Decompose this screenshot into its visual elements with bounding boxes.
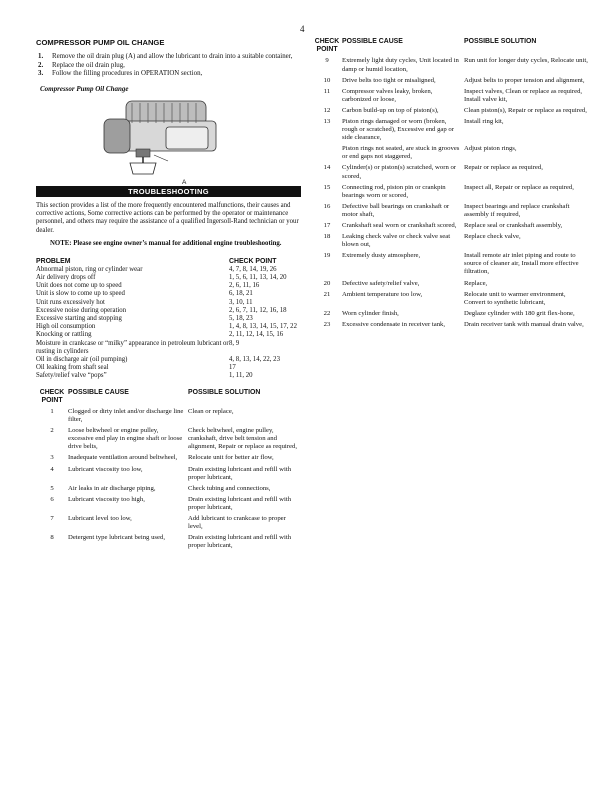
checkpoint-number: 23 — [323, 320, 331, 328]
checkpoint-number: 16 — [323, 202, 331, 210]
checkpoint-number: 2 — [50, 427, 54, 435]
checkpoint-number: 3 — [50, 454, 54, 462]
checkpoint-number: 5 — [50, 484, 54, 492]
possible-solution: Drain existing lubricant and refill with proper lubricant, — [188, 465, 292, 481]
figure-label-a: A — [182, 179, 187, 186]
problem-row — [36, 340, 301, 356]
problem-checkpoints: 4, 7, 8, 14, 19, 26 — [229, 265, 277, 273]
cause-row — [312, 310, 592, 318]
possible-solution: Inspect all, Repair or replace as required, — [464, 183, 574, 191]
cause-table-left-body — [36, 408, 301, 550]
checkpoint-number: 20 — [323, 279, 331, 287]
possible-cause: Lubricant level too low, — [68, 515, 132, 523]
problem-table-body — [36, 266, 301, 381]
cause-table-right-body — [312, 57, 592, 329]
possible-solution: Check beltwheel, engine pulley, crankshaft, drive belt tension and alignment, Repair or replace as required, — [188, 427, 297, 451]
oil-change-steps — [36, 53, 301, 79]
solution-header: POSSIBLE SOLUTION — [464, 38, 537, 45]
cause-row — [312, 321, 592, 329]
figure-caption: Compressor Pump Oil Change — [40, 84, 129, 93]
checkpoint-number: 17 — [323, 222, 331, 229]
problem-row — [36, 299, 301, 307]
checkpoint-number: 13 — [323, 117, 331, 125]
cause-header: POSSIBLE CAUSE — [68, 388, 129, 396]
problem-checkpoints: 2, 6, 7, 11, 12, 16, 18 — [229, 306, 287, 314]
left-column — [36, 38, 301, 550]
cause-row — [312, 291, 592, 307]
page-number: 4 — [300, 24, 305, 34]
checkpoint-number: 22 — [323, 309, 331, 317]
possible-solution: Add lubricant to crankcase to proper level, — [188, 515, 286, 531]
checkpoint-number: 7 — [50, 515, 54, 523]
troubleshooting-intro: This section provides a list of the more frequently encountered malfunctions, their causes and corrective actions, Some corrective actions can be performed by the operator or maintenance personnel, and others may require the assistance of a qualified Ingersoll-Rand technician or your dealer. — [36, 201, 299, 234]
possible-solution: Drain existing lubricant and refill with proper lubricant, — [188, 495, 292, 511]
problem-column-header: PROBLEM — [36, 257, 71, 265]
problem-row — [36, 331, 301, 339]
oil-change-heading: COMPRESSOR PUMP OIL CHANGE — [36, 38, 165, 47]
possible-solution: Inspect valves, Clean or replace as required, Install valve kit, — [464, 87, 583, 103]
possible-cause: Piston rings damaged or worn (broken, rough or scratched), Excessive end gap or side clearance, — [342, 117, 454, 142]
step-number: 1. — [38, 53, 44, 60]
problem-row — [36, 290, 301, 298]
cause-row — [312, 77, 592, 85]
cause-row — [312, 252, 592, 276]
problem-row — [36, 356, 301, 364]
step-text: Remove the oil drain plug (A) and allow the lubricant to drain into a suitable container, — [52, 53, 293, 60]
solution-header: POSSIBLE SOLUTION — [188, 388, 261, 396]
cause-row — [312, 280, 592, 288]
problem-row — [36, 282, 301, 290]
checkpoint-number: 14 — [323, 164, 331, 172]
problem-text: Excessive noise during operation — [36, 306, 127, 314]
checkpoint-number: 19 — [323, 252, 331, 260]
checkpoint-number: 10 — [323, 76, 331, 84]
problem-text: Safety/relief valve “pops” — [36, 372, 107, 380]
checkpoint-number: 15 — [323, 183, 331, 191]
possible-cause: Compressor valves leaky, broken, carbonized or loose, — [342, 87, 433, 103]
problem-row — [36, 364, 301, 372]
checkpoint-number: 6 — [50, 495, 54, 503]
cause-row — [36, 408, 301, 424]
cause-row — [36, 534, 301, 550]
possible-cause: Crankshaft seal worn or crankshaft scored, — [342, 222, 457, 229]
problem-checkpoints: 17 — [229, 364, 236, 372]
possible-cause: Defective ball bearings on crankshaft or motor shaft, — [342, 202, 450, 218]
possible-solution: Replace, — [464, 279, 488, 287]
possible-solution: Adjust belts to proper tension and alignment, — [464, 76, 585, 84]
problem-checkpoints: 2, 6, 11, 16 — [229, 282, 260, 290]
problem-checkpoints: 1, 4, 8, 13, 14, 15, 17, 22 — [229, 323, 297, 331]
checkpoint-number: 4 — [50, 465, 54, 473]
problem-text: Unit runs excessively hot — [36, 298, 105, 306]
possible-cause: Lubricant viscosity too low, — [68, 465, 143, 473]
possible-cause: Excessive condensate in receiver tank, — [342, 320, 446, 328]
problem-row — [36, 372, 301, 380]
checkpoint-number: 8 — [50, 534, 54, 542]
possible-cause: Cylinder(s) or piston(s) scratched, worn or scored, — [342, 164, 457, 180]
checkpoint-number — [312, 145, 342, 161]
cause-row — [36, 427, 301, 451]
problem-text: Knocking or rattling — [36, 331, 92, 339]
step-number: 3. — [38, 70, 44, 77]
troubleshooting-heading: TROUBLESHOOTING — [36, 186, 301, 197]
cause-row — [36, 485, 301, 493]
problem-text: High oil consumption — [36, 323, 96, 331]
cause-row — [36, 515, 301, 531]
possible-solution: Replace seal or crankshaft assembly, — [464, 222, 563, 229]
possible-cause: Lubricant viscosity too high, — [68, 495, 145, 503]
cause-row — [312, 164, 592, 180]
problem-text: Excessive starting and stopping — [36, 314, 122, 322]
compressor-pump-illustration — [96, 97, 246, 175]
cause-row — [36, 466, 301, 482]
step-text: Follow the filling procedures in OPERATION section, — [52, 70, 203, 77]
checkpoint-number: 12 — [323, 106, 331, 114]
problem-checkpoints: 1, 5, 6, 11, 13, 14, 20 — [229, 273, 287, 281]
problem-checkpoints: 2, 11, 12, 14, 15, 16 — [229, 331, 284, 339]
cause-row — [312, 107, 592, 115]
possible-solution: Repair or replace as required, — [464, 164, 543, 172]
problem-text: Oil leaking from shaft seal — [36, 364, 109, 372]
problem-row — [36, 307, 301, 315]
possible-solution: Inspect bearings and replace crankshaft assembly if required, — [464, 202, 570, 218]
problem-text: Moisture in crankcase or “milky” appearance in petroleum lubricant or rusting in cylinders — [36, 339, 229, 355]
possible-cause: Leaking check valve or check valve seat blown out, — [342, 233, 451, 249]
cause-row — [312, 233, 592, 249]
cause-row — [36, 454, 301, 462]
cause-row — [312, 203, 592, 219]
cause-row — [312, 88, 592, 104]
problem-text: Unit does not come up to speed — [36, 282, 122, 290]
problem-text: Air delivery drops off — [36, 273, 96, 281]
possible-cause: Worn cylinder finish, — [342, 309, 399, 317]
cause-row — [312, 222, 592, 230]
problem-checkpoints: 4, 8, 13, 14, 22, 23 — [229, 355, 280, 363]
possible-cause: Defective safety/relief valve, — [342, 279, 420, 287]
possible-solution: Install ring kit, — [464, 117, 504, 125]
problem-row — [36, 266, 301, 274]
possible-cause: Detergent type lubricant being used, — [68, 534, 166, 542]
step-3 — [36, 70, 301, 79]
checkpoint-column-header: CHECK POINT — [229, 257, 277, 265]
step-text: Replace the oil drain plug, — [52, 61, 125, 69]
problem-checkpoints: 5, 18, 23 — [229, 314, 253, 322]
step-number: 2. — [38, 61, 44, 69]
possible-solution: Deglaze cylinder with 180 grit flex-hone, — [464, 309, 575, 317]
problem-row — [36, 274, 301, 282]
problem-checkpoints: 1, 11, 20 — [229, 372, 253, 380]
checkpoint-number: 9 — [325, 57, 329, 65]
checkpoint-header: CHECK POINT — [314, 38, 340, 54]
possible-cause: Loose beltwheel or engine pulley, excessive end play in engine shaft or loose drive belts, — [68, 427, 183, 451]
possible-cause: Air leaks in air discharge piping, — [68, 484, 156, 492]
possible-solution: Run unit for longer duty cycles, Relocate unit, — [464, 57, 588, 65]
problem-text: Abnormal piston, ring or cylinder wear — [36, 265, 143, 273]
problem-text: Unit is slow to come up to speed — [36, 290, 125, 298]
engine-note: NOTE: Please see engine owner’s manual for additional engine troubleshooting. — [50, 240, 282, 248]
cause-header: POSSIBLE CAUSE — [342, 38, 403, 45]
possible-cause: Piston rings not seated, are stuck in grooves or end gaps not staggered, — [342, 145, 460, 161]
cause-row — [312, 145, 592, 161]
possible-cause: Drive belts too tight or misaligned, — [342, 76, 436, 84]
possible-solution: Install remote air inlet piping and route to source of cleaner air, Install more effective filtration, — [464, 252, 579, 276]
possible-solution: Drain existing lubricant and refill with proper lubricant, — [188, 534, 292, 550]
possible-cause: Carbon build-up on top of piston(s), — [342, 106, 439, 114]
cause-row — [312, 184, 592, 200]
cause-row — [312, 118, 592, 142]
possible-solution: Check tubing and connections, — [188, 484, 271, 492]
problem-table-header — [36, 258, 301, 266]
possible-cause: Inadequate ventilation around beltwheel, — [68, 454, 178, 462]
checkpoint-number: 1 — [50, 407, 54, 415]
possible-cause: Clogged or dirty inlet and/or discharge line filter, — [68, 407, 184, 424]
checkpoint-number: 21 — [323, 290, 331, 298]
possible-cause: Extremely light duty cycles, Unit located in damp or humid location, — [342, 57, 459, 73]
possible-solution: Drain receiver tank with manual drain valve, — [464, 320, 584, 328]
possible-cause: Connecting rod, piston pin or crankpin bearings worn or scored, — [342, 183, 446, 199]
possible-cause: Ambient temperature too low, — [342, 290, 423, 298]
step-1 — [36, 53, 301, 62]
checkpoint-number: 11 — [323, 87, 331, 95]
cause-row — [312, 57, 592, 73]
cause-table-header — [36, 389, 301, 405]
possible-solution: Clean piston(s), Repair or replace as required, — [464, 106, 587, 114]
cause-row — [36, 496, 301, 512]
problem-checkpoints: 6, 18, 21 — [229, 290, 253, 298]
problem-row — [36, 315, 301, 323]
problem-checkpoints: 8, 9 — [229, 339, 240, 347]
problem-checkpoints: 3, 10, 11 — [229, 298, 253, 306]
cause-table-left — [36, 389, 301, 551]
possible-solution: Relocate unit for better air flow, — [188, 454, 274, 462]
cause-table-header — [312, 38, 592, 54]
problem-text: Oil in discharge air (oil pumping) — [36, 355, 128, 363]
possible-solution: Relocate unit to warmer environment, Convert to synthetic lubricant, — [464, 290, 566, 306]
step-2 — [36, 62, 301, 71]
possible-solution: Adjust piston rings, — [464, 145, 517, 153]
possible-solution: Clean or replace, — [188, 407, 234, 415]
problem-row — [36, 323, 301, 331]
possible-solution: Replace check valve, — [464, 233, 521, 241]
right-column — [312, 38, 592, 329]
possible-cause: Extremely dusty atmosphere, — [342, 252, 421, 260]
checkpoint-number: 18 — [323, 233, 331, 241]
checkpoint-header: CHECK POINT — [39, 388, 65, 404]
